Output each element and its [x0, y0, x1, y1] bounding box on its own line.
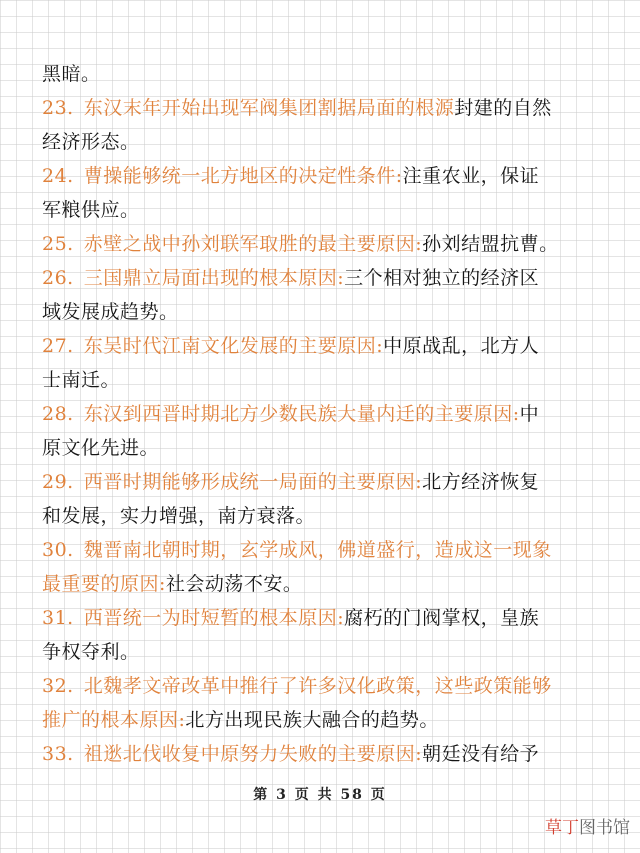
text-line — [42, 91, 610, 125]
watermark — [545, 812, 630, 844]
question-text: 东汉到西晋时期北方少数民族大量内迁的主要原因: — [83, 403, 520, 425]
watermark-suffix: 图书馆 — [579, 818, 630, 838]
item-number: 29. — [42, 471, 74, 493]
answer-text: 和发展，实力增强，南方衰落。 — [42, 505, 316, 527]
question-text: 三国鼎立局面出现的根本原因: — [83, 267, 345, 289]
answer-text: 中 — [519, 403, 540, 425]
answer-text: 经济形态。 — [42, 131, 140, 153]
question-text: 西晋时期能够形成统一局面的主要原因: — [83, 471, 423, 493]
question-text: 赤壁之战中孙刘联军取胜的最主要原因: — [83, 233, 423, 255]
text-line — [42, 567, 610, 601]
item-number: 27. — [42, 335, 74, 357]
text-line — [42, 193, 610, 227]
answer-text: 孙刘结盟抗曹。 — [422, 233, 559, 255]
answer-text: 士南迁。 — [42, 369, 121, 391]
page-number: 第 3 页 共 58 页 — [253, 787, 387, 803]
question-text: 曹操能够统一北方地区的决定性条件: — [83, 165, 403, 187]
document-body — [42, 57, 610, 771]
item-number: 30. — [42, 539, 74, 561]
text-line — [42, 329, 610, 363]
item-number: 33. — [42, 743, 74, 765]
answer-text: 黑暗。 — [42, 63, 101, 85]
question-text: 祖逖北伐收复中原努力失败的主要原因: — [83, 743, 423, 765]
answer-text: 三个相对独立的经济区 — [344, 267, 540, 289]
answer-text: 中原战乱，北方人 — [383, 335, 540, 357]
question-text: 北魏孝文帝改革中推行了许多汉化政策，这些政策能够 — [83, 675, 552, 697]
text-line — [42, 227, 610, 261]
answer-text: 争权夺利。 — [42, 641, 140, 663]
text-line — [42, 295, 610, 329]
answer-text: 域发展成趋势。 — [42, 301, 179, 323]
text-line — [42, 669, 610, 703]
text-line — [42, 261, 610, 295]
text-line — [42, 737, 610, 771]
item-number: 26. — [42, 267, 74, 289]
answer-text: 北方经济恢复 — [422, 471, 540, 493]
text-line — [42, 703, 610, 737]
text-line — [42, 125, 610, 159]
question-text: 魏晋南北朝时期，玄学成风，佛道盛行，造成这一现象 — [83, 539, 552, 561]
text-line — [42, 635, 610, 669]
answer-text: 腐朽的门阀掌权，皇族 — [344, 607, 540, 629]
answer-text: 军粮供应。 — [42, 199, 140, 221]
text-line — [42, 397, 610, 431]
answer-text: 社会动荡不安。 — [165, 573, 303, 595]
question-text: 最重要的原因: — [42, 573, 166, 595]
text-line — [42, 533, 610, 567]
watermark-brand: 草丁 — [545, 818, 579, 838]
text-line — [42, 465, 610, 499]
answer-text: 封建的自然 — [454, 97, 552, 119]
text-line — [42, 601, 610, 635]
answer-text: 注重农业，保证 — [402, 165, 540, 187]
text-line — [42, 363, 610, 397]
question-text: 推广的根本原因: — [42, 709, 186, 731]
item-number: 25. — [42, 233, 74, 255]
question-text: 东汉末年开始出现军阀集团割据局面的根源 — [83, 97, 455, 119]
question-text: 东吴时代江南文化发展的主要原因: — [83, 335, 384, 357]
answer-text: 朝廷没有给予 — [422, 743, 540, 765]
item-number: 23. — [42, 97, 74, 119]
text-line — [42, 57, 610, 91]
text-line — [42, 431, 610, 465]
question-text: 西晋统一为时短暂的根本原因: — [83, 607, 345, 629]
answer-text: 北方出现民族大融合的趋势。 — [185, 709, 439, 731]
text-line — [42, 499, 610, 533]
item-number: 28. — [42, 403, 74, 425]
text-line — [42, 159, 610, 193]
item-number: 24. — [42, 165, 74, 187]
answer-text: 原文化先进。 — [42, 437, 160, 459]
item-number: 32. — [42, 675, 74, 697]
item-number: 31. — [42, 607, 74, 629]
